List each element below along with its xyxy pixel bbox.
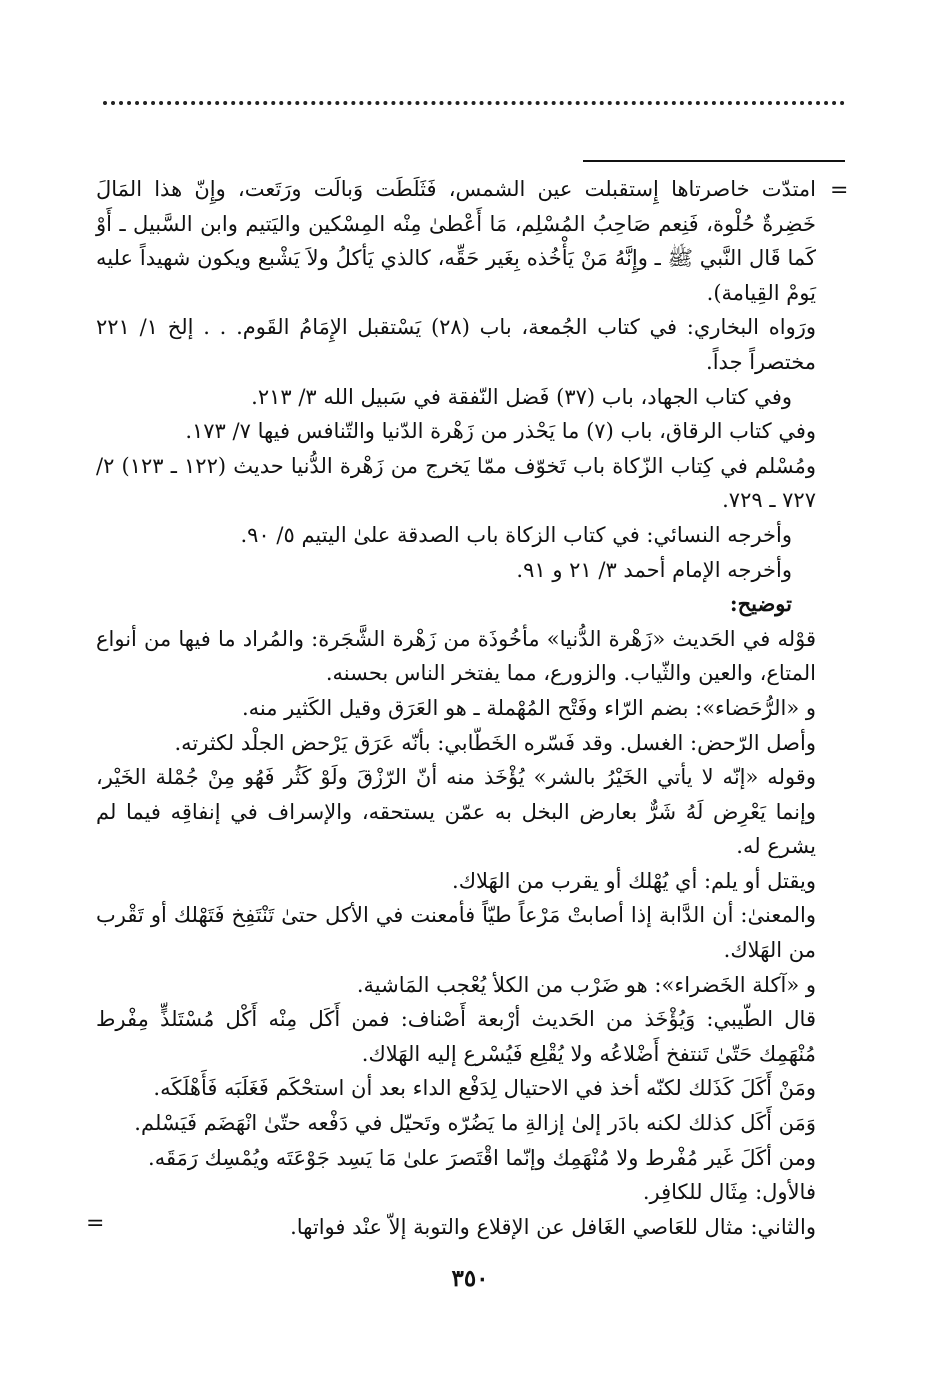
paragraph-zahrat-dunya: قوْله في الحَديث «زَهْرة الدُّنيا» مأخُوذَة من زَهْرة الشَّجَرة: والمُراد ما فيها من أنواع المتاع، والعين والثّياب. والزورع، مما يفتخر الناس بحسنه. xyxy=(96,626,816,686)
header-dotted-rule xyxy=(103,101,845,105)
paragraph-nasai: وأخرجه النسائي: في كتاب الزكاة باب الصدقة علىٰ اليتيم ٥/ ٩٠. xyxy=(240,522,792,547)
continuation-mark-bottom: = xyxy=(86,1211,105,1236)
paragraph-tibi: قال الطّيبي: وَيُؤْخَذ من الحَديث أرْبعة أَصْناف: فمن أَكَل مِنْه أَكْل مُسْتَلذٍّ مِفْرط مُنْهَمِك حَتّىٰ تَنتفخ أَضْلاعُه ولا يُقْلِع فَيُسْرع إليه الهَلاك. xyxy=(96,1007,816,1066)
paragraph-akilat-khadra: و «آكلة الخَضراء»: هو ضَرْب من الكلأ يُعْجب المَاشية. xyxy=(356,972,816,997)
paragraph-first-example: فالأول: مِثَال للكافِر. xyxy=(642,1180,816,1205)
paragraph-second-type: ومَنْ أَكَلَ كَذَلك لكنّه أخذ في الاحتيال لِدَفْع الداء بعد أن استحْكَم فَغَلَبَه فَأَهْلَكَه. xyxy=(153,1076,816,1101)
paragraph-khair-sharr: وقوله «إنّه لا يأتي الخَيْرُ بالشر» يُؤْخَذ منه أنّ الرّزْقَ ولَوْ كَثُر فَهُو مِنْ جُمْلة الخَيْر، وإنما يَعْرِض لَهُ شَرٌّ بعارض البخل به عمّن يستحقه، والإسراف في إنفاقِه فيما لم يشرع له. xyxy=(96,765,816,859)
paragraph-meaning: والمعنىٰ: أن الدَّابة إذا أصابتْ مَرْعاً طيّاً فأمعنت في الأكل حتىٰ تَنْتَفِخ فَتَهْلك أو تَقْرب من الهَلاك. xyxy=(96,903,816,963)
paragraph-bukhari-jihad: وفي كتاب الجهاد، باب (٣٧) فَضل النّفقة في سَبيل الله ٣/ ٢١٣. xyxy=(251,384,792,409)
paragraph-second-example: والثاني: مثال للعَاصي الغَافل عن الإقلاع والتوبة إلاّ عنْد فواتها. xyxy=(290,1214,816,1239)
paragraph-rahd: وأصل الرّحض: الغسل. وقد فَسّره الخَطّابي: بأنّه عَرَق يَرْحض الجلْد لكثرته. xyxy=(174,730,816,755)
continuation-mark-top: = xyxy=(830,178,849,203)
footnote-separator-rule xyxy=(583,160,845,162)
paragraph-hadith-text: امتدّت خاصرتاها إِستقبلت عين الشمس، فَثَلَطَت وَبالَت ورَتَعت، وإِنّ هذا المَالَ خَضِرةٌ حُلْوة، فَنِعم صَاحِبُ المُسْلِم، مَا أَعْطىٰ مِنْه المِسْكين واليَتيم وابن السَّبيل ـ أَوْ كَما قَال النَّبي ﷺ ـ وإِنَّهُ مَنْ يَأْخُذه بِغَير حَقِّه، كالذي يَأكلُ ولاَ يَشْبع ويكون شهيداً عليه يَومْ القِيامة). xyxy=(96,177,816,305)
paragraph-third-type: وَمَن أَكَل كذلك لكنه بادَر إلىٰ إزالةِ ما يَضُرّه وتَحيّل في دَفْعه حتّىٰ انْهَضَم فَيَسْلم. xyxy=(134,1111,816,1136)
paragraph-yaqtul: ويقتل أو يلم: أي يُهْلك أو يقرب من الهَلاك. xyxy=(452,868,816,893)
paragraph-muslim: ومُسْلم في كِتاب الزّكاة باب تَخوّف ممّا يَخرج من زَهْرة الدُّنيا حديث (١٢٢ ـ ١٢٣) ٢/ ٧٢٧ ـ ٧٢٩. xyxy=(96,453,816,513)
paragraph-fourth-type: ومن أكَلَ غَير مُفْرط ولا مُنْهَمِك وإنّما اقْتَصرَ علىٰ مَا يَسِد جَوْعَتَه ويُمْسِك رَمَقَه. xyxy=(148,1145,816,1170)
paragraph-bukhari-jumua: ورَواه البخاري: في كتاب الجُمعة، باب (٢٨) يَسْتقبل الإِمَامُ القَوم. . . إلخ ١/ ٢٢١ مختصراً جداً. xyxy=(96,315,816,374)
page-number: ٣٥٠ xyxy=(451,1265,489,1292)
section-heading-tawdih: توضيح: xyxy=(729,591,792,617)
paragraph-bukhari-riqaq: وفي كتاب الرقاق، باب (٧) ما يَحْذر من زَهْرة الدّنيا والتّنافس فيها ٧/ ١٧٣. xyxy=(185,419,816,444)
paragraph-rudaa: و «الرُّحَضاء»: بضم الرّاء وفَتْح المُهْملة ـ هو العَرَق وقيل الكَثير منه. xyxy=(241,695,816,720)
footnote-text-block xyxy=(96,172,816,1244)
paragraph-ahmad: وأخرجه الإمام أحمد ٣/ ٢١ و ٩١. xyxy=(516,557,792,582)
